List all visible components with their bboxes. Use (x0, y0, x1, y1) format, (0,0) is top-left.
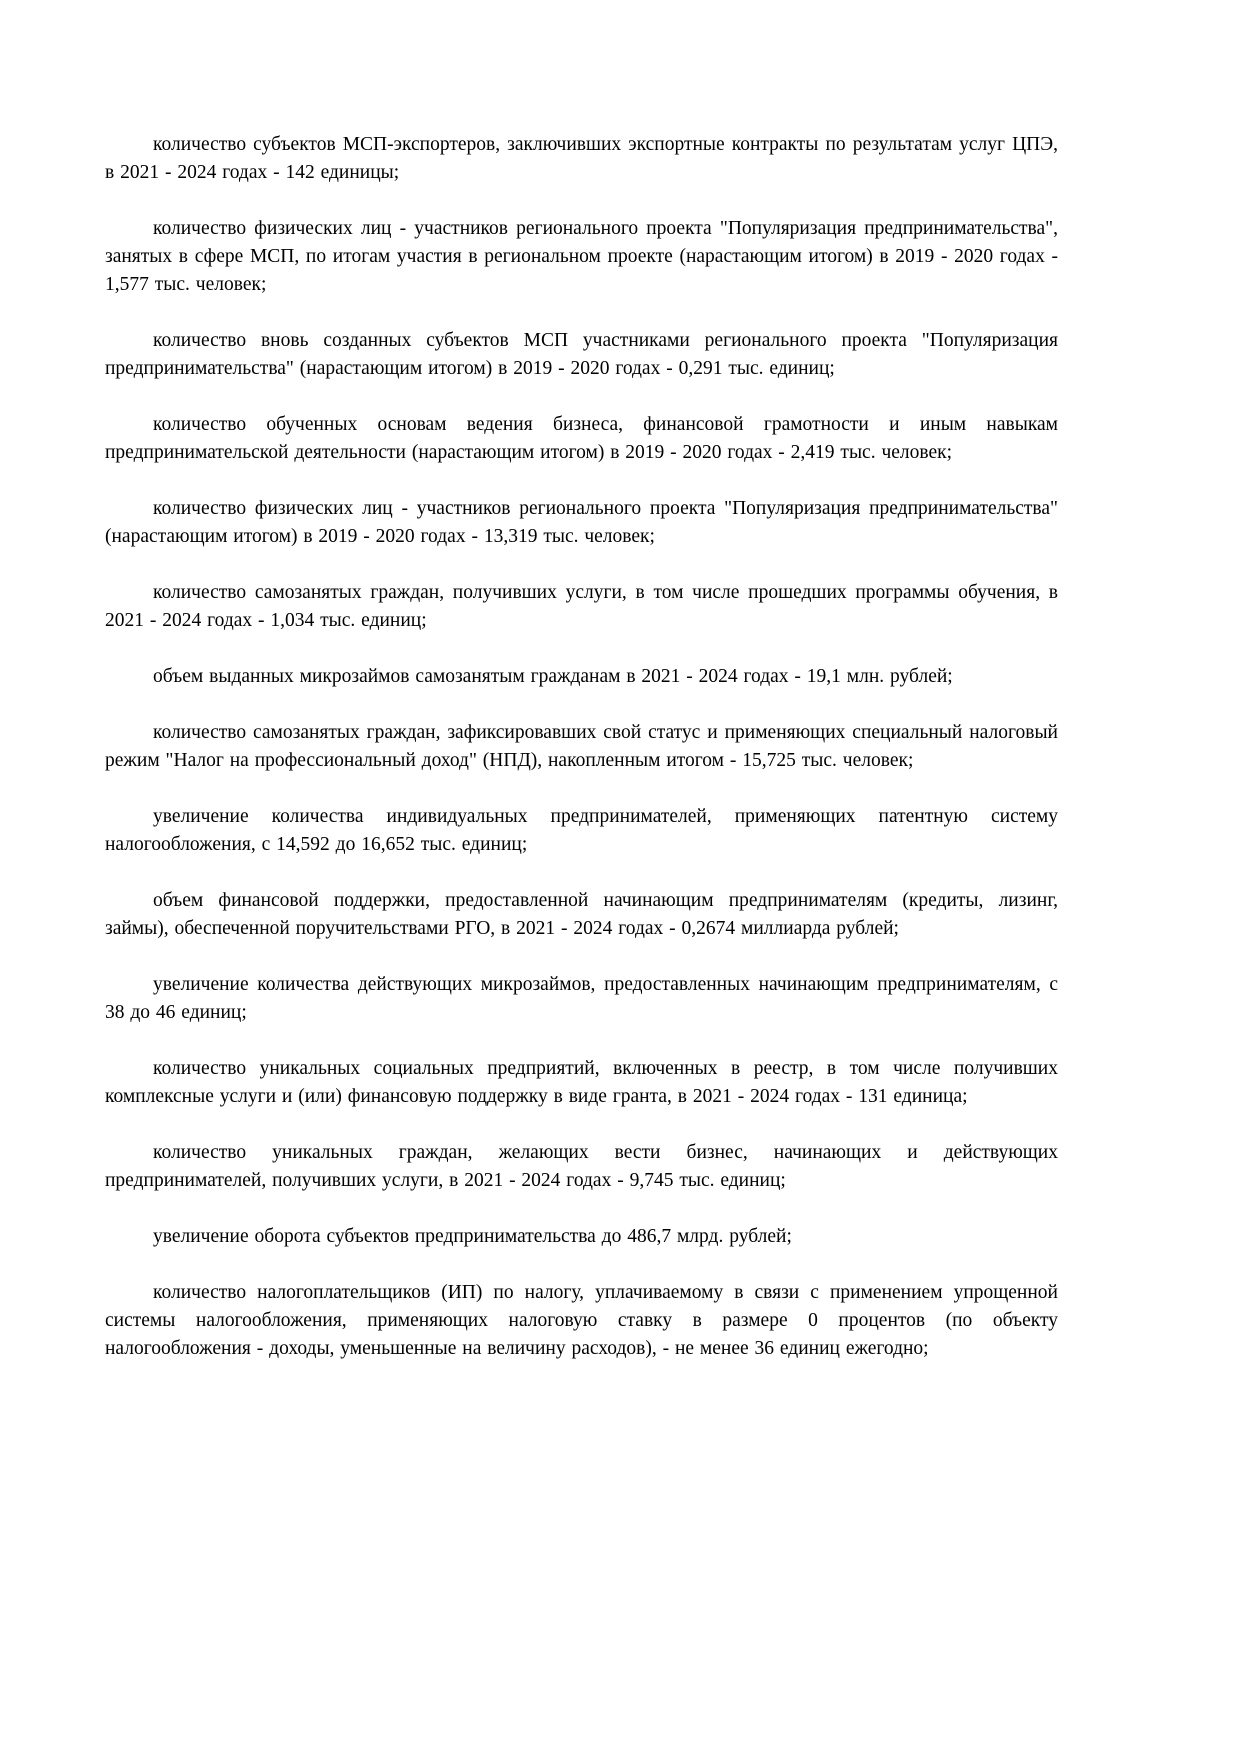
paragraph-individuals-project-participants-total: количество физических лиц - участников регионального проекта "Популяризация предпринимательства" (нарастающим итогом) в 2019 - 2020 годах - 13,319 тыс. человек; (105, 498, 1058, 547)
paragraph-turnover-increase: увеличение оборота субъектов предпринимательства до 486,7 млрд. рублей; (153, 1226, 792, 1247)
paragraph-taxpayers-zero-rate: количество налогоплательщиков (ИП) по налогу, уплачиваемому в связи с применением упрощенной системы налогообложения, применяющих налоговую ставку в размере 0 процентов (по объекту налогообложения - доходы, уменьшенные на величину расходов), - не менее 36 единиц ежегодно; (105, 1282, 1058, 1359)
document-body (105, 131, 1058, 1363)
paragraph-self-employed-npd-status: количество самозанятых граждан, зафиксировавших свой статус и применяющих специальный налоговый режим "Налог на профессиональный доход" (НПД), накопленным итогом - 15,725 тыс. человек; (105, 722, 1058, 771)
paragraph-financial-support-rgo: объем финансовой поддержки, предоставленной начинающим предпринимателям (кредиты, лизинг, займы), обеспеченной поручительствами РГО, в 2021 - 2024 годах - 0,2674 миллиарда рублей; (105, 890, 1058, 939)
paragraph-patent-system-entrepreneurs: увеличение количества индивидуальных предпринимателей, применяющих патентную систему налогообложения, с 14,592 до 16,652 тыс. единиц; (105, 806, 1058, 855)
paragraph-social-enterprises: количество уникальных социальных предприятий, включенных в реестр, в том числе получивших комплексные услуги и (или) финансовую поддержку в виде гранта, в 2021 - 2024 годах - 131 единица; (105, 1058, 1058, 1107)
paragraph-msp-exporters: количество субъектов МСП-экспортеров, заключивших экспортные контракты по результатам услуг ЦПЭ, в 2021 - 2024 годах - 142 единицы; (105, 134, 1058, 183)
paragraph-self-employed-services: количество самозанятых граждан, получивших услуги, в том числе прошедших программы обучения, в 2021 - 2024 годах - 1,034 тыс. единиц; (105, 582, 1058, 631)
paragraph-trained-business-basics: количество обученных основам ведения бизнеса, финансовой грамотности и иным навыкам предпринимательской деятельности (нарастающим итогом) в 2019 - 2020 годах - 2,419 тыс. человек; (105, 414, 1058, 463)
paragraph-new-msp-subjects: количество вновь созданных субъектов МСП участниками регионального проекта "Популяризация предпринимательства" (нарастающим итогом) в 2019 - 2020 годах - 0,291 тыс. единиц; (105, 330, 1058, 379)
paragraph-individuals-project-participants-msp: количество физических лиц - участников регионального проекта "Популяризация предпринимательства", занятых в сфере МСП, по итогам участия в региональном проекте (нарастающим итогом) в 2019 - 2020 годах - 1,577 тыс. человек; (105, 218, 1058, 295)
paragraph-unique-citizens-services: количество уникальных граждан, желающих вести бизнес, начинающих и действующих предпринимателей, получивших услуги, в 2021 - 2024 годах - 9,745 тыс. единиц; (105, 1142, 1058, 1191)
paragraph-active-microloans-increase: увеличение количества действующих микрозаймов, предоставленных начинающим предпринимателям, с 38 до 46 единиц; (105, 974, 1058, 1023)
paragraph-microloans-volume-self-employed: объем выданных микрозаймов самозанятым гражданам в 2021 - 2024 годах - 19,1 млн. рублей; (153, 666, 953, 687)
